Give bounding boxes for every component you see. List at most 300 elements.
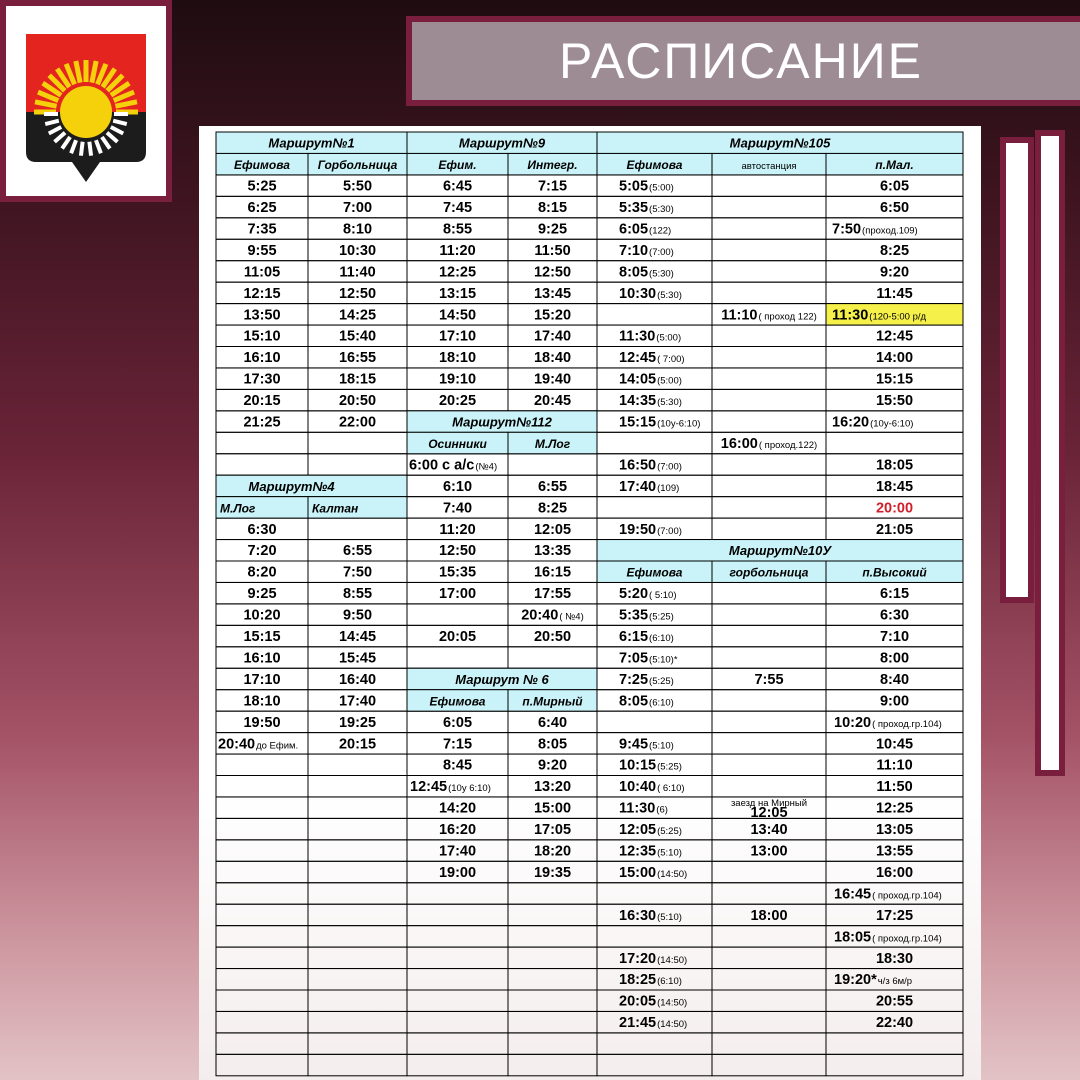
- route-1-time: 22:00: [338, 414, 377, 431]
- route-9-time: 17:10: [438, 328, 477, 345]
- route-10u-note: заезд на Мирный: [730, 797, 808, 809]
- sun-coat-of-arms-icon: [26, 34, 146, 184]
- route-105-time: 5:35(5:30): [619, 200, 674, 217]
- route-9-title: Маршрут№9: [458, 135, 546, 151]
- route-10u-time: 7:55: [754, 671, 784, 688]
- route-105-time: 18:45: [875, 478, 914, 495]
- route-112-time: 8:25: [537, 500, 568, 517]
- route-1-stop: Горбольница: [317, 158, 398, 173]
- grid-cell: [597, 1033, 712, 1054]
- grid-cell: [508, 926, 597, 947]
- schedule-grid: [199, 126, 981, 1080]
- route-1-time: 16:10: [243, 350, 281, 367]
- grid-cell: [407, 1054, 508, 1075]
- grid-cell: [597, 432, 712, 453]
- grid-cell: [508, 969, 597, 990]
- route-112-time: 15:35: [438, 564, 477, 581]
- route-4-time: 9:50: [342, 607, 373, 624]
- route-105-time: 10:30(5:30): [619, 285, 682, 302]
- grid-cell: [508, 1033, 597, 1054]
- route-9-time: 13:45: [533, 285, 572, 302]
- route-10u-time: 16:30(5:10): [619, 907, 682, 924]
- route-105-time: 21:05: [875, 521, 914, 538]
- grid-cell: [216, 861, 308, 882]
- route-10u-time: 18:05( проход.гр.104): [834, 929, 942, 946]
- route-105-time: 15:15(10у-6:10): [619, 414, 701, 431]
- grid-cell: [308, 754, 407, 775]
- route-10u-time: 12:35(5:10): [619, 843, 682, 860]
- grid-cell: [216, 1033, 308, 1054]
- route-9-time: 9:25: [537, 221, 568, 238]
- route-4-time: 19:50: [243, 714, 281, 731]
- grid-cell: [407, 990, 508, 1011]
- grid-cell: [407, 647, 508, 668]
- grid-cell: [407, 904, 508, 925]
- route-105-time: 8:25: [879, 242, 910, 259]
- route-1-time: 11:05: [243, 264, 281, 281]
- route-105-time: 14:35(5:30): [619, 393, 682, 410]
- grid-cell: [712, 776, 826, 797]
- route-4-time: 18:10: [243, 693, 281, 710]
- grid-cell: [826, 1054, 963, 1075]
- grid-cell: [712, 454, 826, 475]
- route-10u-time: 5:20( 5:10): [619, 586, 677, 603]
- route-105-time: 17:40(109): [619, 478, 680, 495]
- grid-cell: [508, 1011, 597, 1032]
- route-10u-time: 17:25: [875, 907, 914, 924]
- coat-of-arms: [6, 6, 166, 196]
- route-6-time: 8:45: [442, 757, 473, 774]
- route-9-time: 14:50: [438, 307, 477, 324]
- grid-cell: [308, 1011, 407, 1032]
- grid-cell: [508, 1054, 597, 1075]
- grid-cell: [712, 947, 826, 968]
- grid-cell: [308, 969, 407, 990]
- route-10u-time: 7:05(5:10)*: [619, 650, 678, 667]
- white-ray: [89, 142, 91, 156]
- route-1-time: 5:50: [342, 178, 373, 195]
- route-1-time: 21:25: [243, 414, 281, 431]
- grid-cell: [407, 883, 508, 904]
- grid-cell: [407, 969, 508, 990]
- route-4-time: 15:45: [338, 650, 377, 667]
- grid-cell: [308, 518, 407, 539]
- route-10u-stop: Ефимова: [626, 565, 683, 580]
- grid-cell: [712, 711, 826, 732]
- route-10u-time: 6:15(6:10): [619, 629, 674, 646]
- route-6-time: 17:40: [438, 843, 477, 860]
- grid-cell: [826, 1033, 963, 1054]
- grid-cell: [712, 518, 826, 539]
- route-4-time: 7:20: [247, 543, 277, 560]
- route-1-time: 10:30: [338, 242, 377, 259]
- route-105-stop: п.Мал.: [875, 158, 914, 173]
- route-4-time: 8:20: [247, 564, 277, 581]
- grid-cell: [826, 432, 963, 453]
- schedule-sheet: [199, 126, 981, 1080]
- route-6-time: 15:00: [533, 800, 572, 817]
- grid-cell: [216, 883, 308, 904]
- route-105-time: 18:05: [875, 457, 914, 474]
- grid-cell: [308, 432, 407, 453]
- route-105-time: 7:50(проход.109): [832, 221, 918, 238]
- grid-cell: [216, 1054, 308, 1075]
- route-9-time: 11:20: [439, 242, 476, 259]
- grid-cell: [712, 1054, 826, 1075]
- grid-cell: [308, 883, 407, 904]
- route-1-time: 13:50: [243, 307, 281, 324]
- route-10u-time: 12:25: [875, 800, 914, 817]
- route-112-time: 20:40( №4): [521, 607, 584, 624]
- route-4-time: 9:25: [247, 586, 277, 603]
- route-105-time: 5:05(5:00): [619, 178, 674, 195]
- grid-cell: [308, 861, 407, 882]
- route-10u-time: 19:20*ч/з 6м/р: [834, 972, 913, 989]
- route-105-time: 12:45: [875, 328, 914, 345]
- route-1-time: 7:00: [342, 200, 373, 217]
- route-6-title: Маршрут № 6: [455, 671, 549, 687]
- route-10u-time: 15:00(14:50): [619, 864, 688, 881]
- route-9-stop: Ефим.: [438, 158, 477, 173]
- grid-cell: [712, 926, 826, 947]
- grid-cell: [216, 990, 308, 1011]
- grid-cell: [712, 604, 826, 625]
- route-4-time: 17:10: [243, 671, 281, 688]
- white-ray: [81, 142, 83, 156]
- emblem-frame: [0, 0, 172, 202]
- route-4-stop: М.Лог: [220, 501, 256, 516]
- route-112-time: 20:05: [438, 629, 477, 646]
- route-1-time: 9:55: [247, 242, 277, 259]
- route-112-time: 12:50: [438, 543, 477, 560]
- route-6-time: 19:00: [438, 864, 477, 881]
- route-1-time: 7:35: [247, 221, 277, 238]
- route-10u-time: 7:25(5:25): [619, 671, 674, 688]
- route-4-time: 8:55: [342, 586, 373, 603]
- decor-bar-right: [1035, 130, 1065, 776]
- grid-cell: [407, 926, 508, 947]
- route-6-stop: п.Мирный: [522, 694, 583, 709]
- grid-cell: [407, 604, 508, 625]
- route-10u-time: 9:45(5:10): [619, 736, 674, 753]
- route-105-pass: 11:10( проход 122): [721, 307, 817, 324]
- route-6-time: 9:20: [537, 757, 568, 774]
- grid-cell: [712, 282, 826, 303]
- grid-cell: [407, 1011, 508, 1032]
- route-1-time: 8:10: [342, 221, 373, 238]
- grid-cell: [712, 218, 826, 239]
- route-1-time: 20:15: [243, 393, 281, 410]
- route-105-time: 15:50: [875, 393, 914, 410]
- route-9-time: 18:40: [533, 350, 572, 367]
- route-9-time: 12:50: [533, 264, 572, 281]
- route-9-time: 8:55: [442, 221, 473, 238]
- route-105-time: 11:30(120-5:00 р/д: [832, 307, 927, 324]
- route-105-stop: автостанция: [741, 161, 797, 173]
- grid-cell: [712, 733, 826, 754]
- grid-cell: [308, 990, 407, 1011]
- route-1-stop: Ефимова: [234, 158, 290, 173]
- route-9-time: 6:45: [442, 178, 473, 195]
- route-1-time: 15:10: [243, 328, 281, 345]
- grid-cell: [712, 261, 826, 282]
- route-9-time: 7:15: [537, 178, 568, 195]
- grid-cell: [308, 454, 407, 475]
- grid-cell: [712, 175, 826, 196]
- grid-cell: [712, 347, 826, 368]
- route-6-time: 17:05: [533, 822, 572, 839]
- grid-cell: [216, 797, 308, 818]
- route-1-time: 12:15: [243, 285, 281, 302]
- title-banner: [406, 16, 1080, 106]
- route-112-time: 6:55: [537, 478, 568, 495]
- route-10u-time: 12:05(5:25): [619, 822, 682, 839]
- route-10u-time: 18:00: [750, 907, 788, 924]
- route-4-time: 6:30: [247, 521, 277, 538]
- grid-cell: [216, 454, 308, 475]
- route-105-time: 8:05(5:30): [619, 264, 674, 281]
- route-105-time: 6:05(122): [619, 221, 672, 238]
- route-9-time: 13:15: [438, 285, 477, 302]
- page-title: РАСПИСАНИЕ: [559, 33, 923, 89]
- route-4-time: 20:15: [338, 736, 377, 753]
- route-1-time: 20:50: [338, 393, 377, 410]
- route-10u-time: 22:40: [875, 1015, 914, 1032]
- route-9-time: 8:15: [537, 200, 568, 217]
- route-105-time: 14:00: [875, 350, 914, 367]
- grid-cell: [712, 990, 826, 1011]
- route-6-time: 18:20: [533, 843, 572, 860]
- route-10u-stop: п.Высокий: [862, 565, 927, 580]
- route-4-time: 16:10: [243, 650, 281, 667]
- route-10u-stop: горбольница: [729, 565, 809, 580]
- route-1-time: 18:15: [338, 371, 377, 388]
- grid-cell: [216, 1011, 308, 1032]
- grid-cell: [216, 818, 308, 839]
- route-4-time: 16:40: [338, 671, 377, 688]
- route-10u-time: 13:00: [750, 843, 788, 860]
- grid-cell: [712, 754, 826, 775]
- grid-cell: [712, 1011, 826, 1032]
- route-9-time: 18:10: [438, 350, 477, 367]
- grid-cell: [407, 947, 508, 968]
- grid-cell: [597, 1054, 712, 1075]
- route-1-time: 17:30: [243, 371, 281, 388]
- route-4-time: 19:25: [338, 714, 377, 731]
- grid-cell: [597, 304, 712, 325]
- route-105-stop: Ефимова: [626, 158, 683, 173]
- grid-cell: [712, 625, 826, 646]
- route-10u-time: 9:00: [879, 693, 910, 710]
- route-4-title: Маршрут№4: [248, 478, 335, 494]
- route-105-time: 11:30(5:00): [619, 328, 682, 345]
- route-9-stop: Интегр.: [527, 158, 578, 173]
- grid-cell: [712, 411, 826, 432]
- route-1-time: 12:50: [338, 285, 377, 302]
- route-112-time: 17:00: [438, 586, 477, 603]
- route-1-time: 15:40: [338, 328, 377, 345]
- route-4-time: 20:40до Ефим.: [218, 736, 299, 753]
- route-9-time: 12:25: [438, 264, 477, 281]
- route-10u-time: 18:25(6:10): [619, 972, 682, 989]
- route-112-stop: Осинники: [428, 436, 487, 451]
- grid-cell: [216, 904, 308, 925]
- route-105-time: 12:45( 7:00): [619, 350, 685, 367]
- grid-cell: [308, 776, 407, 797]
- route-10u-time: 10:45: [875, 736, 914, 753]
- route-9-time: 11:50: [534, 242, 571, 259]
- route-10u-time: 13:55: [875, 843, 914, 860]
- route-1-title: Маршрут№1: [268, 135, 355, 151]
- route-4-time: 6:55: [342, 543, 373, 560]
- route-105-title: Маршрут№105: [729, 135, 831, 151]
- route-10u-time: 11:10: [876, 757, 913, 774]
- route-4-stop: Калтан: [312, 501, 359, 516]
- route-112-time: 12:05: [533, 521, 572, 538]
- grid-cell: [712, 239, 826, 260]
- route-112-time: 11:20: [439, 521, 476, 538]
- route-10u-time: 11:50: [876, 779, 913, 796]
- route-105-pass: 16:00( проход.122): [720, 435, 818, 452]
- grid-cell: [712, 497, 826, 518]
- grid-cell: [308, 840, 407, 861]
- route-10u-time: 6:15: [879, 586, 910, 603]
- route-6-time: 16:20: [438, 822, 477, 839]
- route-9-time: 17:40: [533, 328, 572, 345]
- decor-bar-left: [1000, 137, 1034, 603]
- route-4-time: 10:20: [243, 607, 281, 624]
- grid-cell: [216, 754, 308, 775]
- route-9-time: 20:45: [533, 393, 572, 410]
- route-9-time: 15:20: [533, 307, 572, 324]
- route-10u-time: 13:40: [750, 822, 788, 839]
- grid-cell: [308, 904, 407, 925]
- grid-cell: [216, 926, 308, 947]
- route-4-time: 7:50: [342, 564, 373, 581]
- grid-cell: [712, 325, 826, 346]
- route-105-time: 6:50: [879, 200, 910, 217]
- route-10u-time: 10:15(5:25): [619, 757, 682, 774]
- route-105-time: 11:45: [876, 285, 913, 302]
- route-10u-time: 8:05(6:10): [619, 693, 674, 710]
- grid-cell: [712, 389, 826, 410]
- route-6-time: 6:40: [537, 714, 568, 731]
- grid-cell: [407, 1033, 508, 1054]
- route-10u-time: 16:00: [875, 864, 914, 881]
- route-10u-time: 17:20(14:50): [619, 950, 688, 967]
- grid-cell: [712, 690, 826, 711]
- grid-cell: [308, 1033, 407, 1054]
- grid-cell: [216, 969, 308, 990]
- route-4-time: 14:45: [338, 629, 377, 646]
- route-112-first: 6:00 с а/с(№4): [409, 457, 498, 474]
- grid-cell: [216, 432, 308, 453]
- route-1-time: 16:55: [338, 350, 377, 367]
- grid-cell: [308, 926, 407, 947]
- route-4-time: 15:15: [243, 629, 281, 646]
- grid-cell: [712, 1033, 826, 1054]
- route-6-time: 19:35: [533, 864, 572, 881]
- route-10u-time: 20:55: [875, 993, 914, 1010]
- route-6-time: 13:20: [533, 779, 572, 796]
- route-10u-time: 8:40: [879, 671, 910, 688]
- route-105-time: 15:15: [875, 371, 914, 388]
- grid-cell: [216, 840, 308, 861]
- route-105-time: 16:50(7:00): [619, 457, 682, 474]
- grid-cell: [308, 1054, 407, 1075]
- route-112-time: 17:55: [533, 586, 572, 603]
- route-112-time: 13:35: [533, 543, 572, 560]
- route-112-time: 16:15: [533, 564, 572, 581]
- route-6-time: 14:20: [438, 800, 477, 817]
- route-10u-time: 8:00: [879, 650, 910, 667]
- route-112-time: 7:40: [442, 500, 473, 517]
- route-105-time: 14:05(5:00): [619, 371, 682, 388]
- grid-cell: [308, 947, 407, 968]
- route-9-time: 19:40: [533, 371, 572, 388]
- grid-cell: [712, 196, 826, 217]
- route-1-time: 11:40: [339, 264, 376, 281]
- route-9-time: 19:10: [438, 371, 477, 388]
- route-105-time: 19:50(7:00): [619, 521, 682, 538]
- route-6-time: 12:45(10у 6:10): [410, 779, 491, 796]
- grid-cell: [508, 454, 597, 475]
- grid-cell: [597, 497, 712, 518]
- grid-cell: [508, 990, 597, 1011]
- grid-cell: [508, 647, 597, 668]
- grid-cell: [508, 947, 597, 968]
- grid-cell: [712, 368, 826, 389]
- route-105-time: 7:10(7:00): [619, 242, 674, 259]
- route-6-time: 6:05: [442, 714, 473, 731]
- route-4-time: 17:40: [338, 693, 377, 710]
- route-1-time: 6:25: [247, 200, 277, 217]
- route-10u-time: 7:10: [879, 629, 910, 646]
- route-10u-time: 11:30(6): [619, 800, 668, 817]
- route-10u-time: 18:30: [875, 950, 914, 967]
- route-10u-time: 5:35(5:25): [619, 607, 674, 624]
- grid-cell: [712, 861, 826, 882]
- route-6-stop: Ефимова: [429, 694, 486, 709]
- route-105-time: 20:00: [875, 500, 914, 517]
- route-112-time: 20:50: [533, 629, 572, 646]
- route-10u-time: 10:40( 6:10): [619, 779, 685, 796]
- route-112-title: Маршрут№112: [452, 414, 552, 430]
- route-6-time: 8:05: [537, 736, 568, 753]
- route-10u-time: 20:05(14:50): [619, 993, 688, 1010]
- grid-cell: [597, 883, 712, 904]
- route-10u-time: 10:20( проход.гр.104): [834, 714, 942, 731]
- grid-cell: [712, 969, 826, 990]
- route-10u-title: Маршрут№10У: [728, 543, 832, 559]
- route-9-time: 20:25: [438, 393, 477, 410]
- route-1-time: 14:25: [338, 307, 377, 324]
- route-9-time: 7:45: [442, 200, 473, 217]
- grid-cell: [508, 904, 597, 925]
- route-10u-time: 12:05: [750, 804, 788, 821]
- grid-cell: [712, 647, 826, 668]
- grid-cell: [308, 797, 407, 818]
- route-10u-time: 21:45(14:50): [619, 1015, 688, 1032]
- grid-cell: [712, 582, 826, 603]
- grid-cell: [712, 475, 826, 496]
- grid-cell: [308, 818, 407, 839]
- grid-cell: [597, 711, 712, 732]
- route-105-time: 16:20(10у-6:10): [832, 414, 914, 431]
- grid-cell: [216, 947, 308, 968]
- route-112-stop: М.Лог: [534, 436, 571, 451]
- route-105-time: 9:20: [879, 264, 910, 281]
